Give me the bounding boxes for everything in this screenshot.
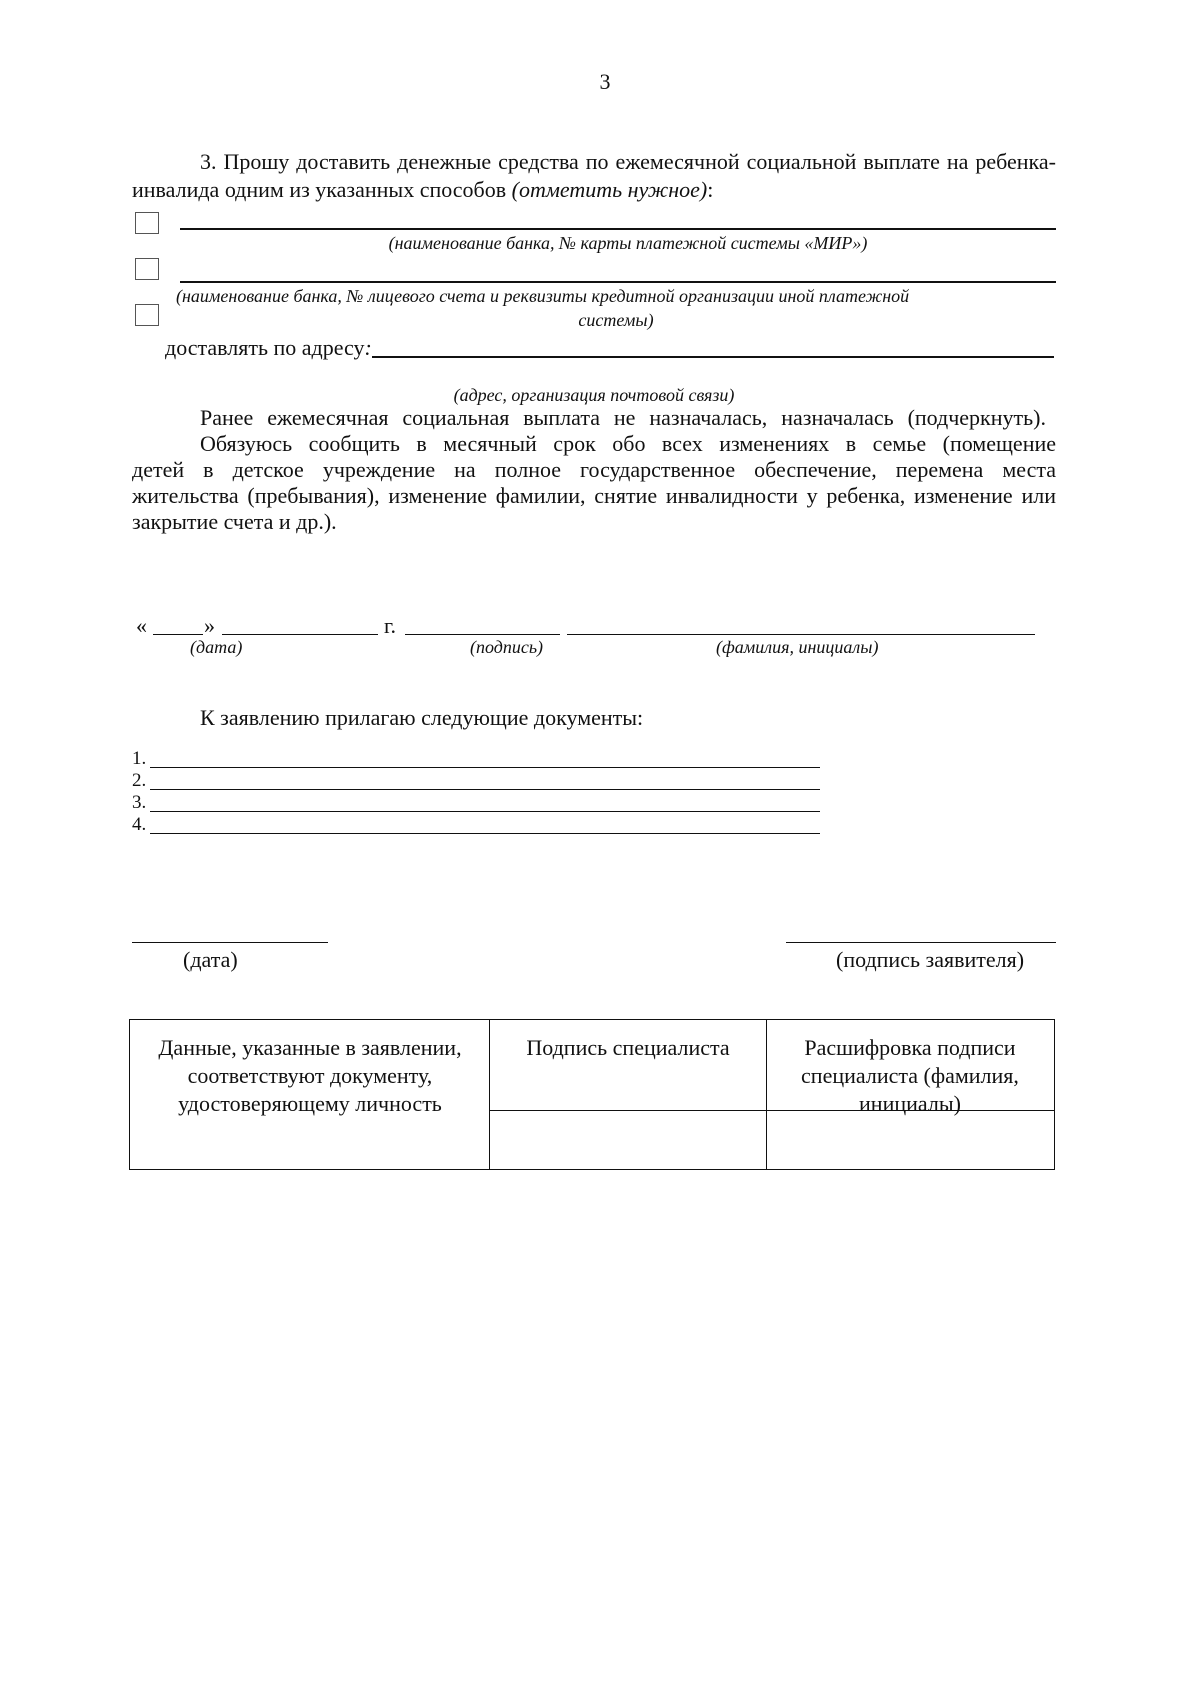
section3-intro-line1: 3. Прошу доставить денежные средства по ежемесячной социальной выплате на ребенка- [200, 149, 1056, 174]
bank-account-hint-line2: системы) [578, 310, 654, 330]
bank-account-hint-line1: (наименование банка, № лицевого счета и реквизиты кредитной организации иной платежной [176, 286, 910, 306]
postal-address-input-line[interactable] [372, 356, 1054, 358]
attachment-input-line[interactable] [150, 811, 820, 812]
option-postal-checkbox[interactable] [135, 304, 159, 326]
date-month-line[interactable] [222, 634, 378, 635]
page-number: 3 [599, 69, 611, 94]
obligation-line3: жительства (пребывания), изменение фамилии, снятие инвалидности у ребенка, изменение или [132, 483, 1056, 508]
year-suffix: г. [384, 613, 397, 638]
bank-card-input-line[interactable] [180, 228, 1056, 230]
table-cell-specialist-signature[interactable] [490, 1111, 765, 1169]
table-col2-header: Подпись специалиста [526, 1035, 730, 1060]
list-item [132, 792, 146, 814]
section3-intro-end: : [707, 177, 714, 202]
obligation-line4: закрытие счета и др.). [132, 509, 337, 534]
list-item [132, 814, 146, 836]
table-cell-identity-check[interactable] [130, 1020, 488, 1169]
list-item-number: 2. [132, 770, 147, 791]
table-col1-header: Данные, указанные в заявлении, соответствуют документу, удостоверяющему личность [158, 1035, 462, 1116]
full-name-line[interactable] [567, 634, 1035, 635]
date-quote-open: « [136, 613, 147, 638]
table-cell-specialist-name[interactable] [767, 1111, 1054, 1169]
prev-payment-paragraph: Ранее ежемесячная социальная выплата не назначалась, назначалась (подчеркнуть). [200, 405, 1046, 430]
attachment-input-line[interactable] [150, 789, 820, 790]
list-item-number: 4. [132, 814, 147, 835]
bank-account-input-line[interactable] [180, 281, 1056, 283]
option-bank-account-checkbox[interactable] [135, 258, 159, 280]
applicant-signature-line[interactable] [786, 942, 1056, 943]
list-item-number: 3. [132, 792, 147, 813]
section3-intro-italic: (отметить нужное) [511, 177, 708, 202]
footer-date-label: (дата) [183, 947, 238, 972]
list-item-number: 1. [132, 748, 147, 769]
attachment-input-line[interactable] [150, 833, 820, 834]
postal-address-hint: (адрес, организация почтовой связи) [453, 385, 735, 405]
obligation-line1: Обязуюсь сообщить в месячный срок обо всех изменениях в семье (помещение [200, 431, 1056, 456]
bank-card-hint: (наименование банка, № карты платежной системы «МИР») [388, 233, 868, 253]
signature-hint: (подпись) [470, 637, 544, 657]
postal-address-label [165, 334, 372, 362]
option-bank-card-checkbox[interactable] [135, 212, 159, 234]
date-quote-close: » [204, 613, 215, 638]
section3-intro-line2 [132, 176, 713, 204]
signature-line[interactable] [405, 634, 560, 635]
verification-table [129, 1019, 1055, 1170]
footer-date-line[interactable] [132, 942, 328, 943]
postal-address-label-colon: : [364, 335, 372, 360]
attachments-title: К заявлению прилагаю следующие документы: [200, 705, 644, 730]
list-item [132, 748, 146, 770]
section3-intro-plain: инвалида одним из указанных способов [132, 177, 512, 202]
attachments-list [132, 748, 146, 836]
postal-address-label-text: доставлять по адресу [165, 335, 365, 360]
obligation-line2: детей в детское учреждение на полное государственное обеспечение, перемена места [132, 457, 1056, 482]
date-hint: (дата) [190, 637, 243, 657]
table-col3-header: Расшифровка подписи специалиста (фамилия, инициалы) [801, 1035, 1019, 1116]
applicant-signature-label: (подпись заявителя) [836, 947, 1025, 972]
list-item [132, 770, 146, 792]
date-day-line[interactable] [153, 634, 203, 635]
attachment-input-line[interactable] [150, 767, 820, 768]
full-name-hint: (фамилия, инициалы) [716, 637, 879, 657]
